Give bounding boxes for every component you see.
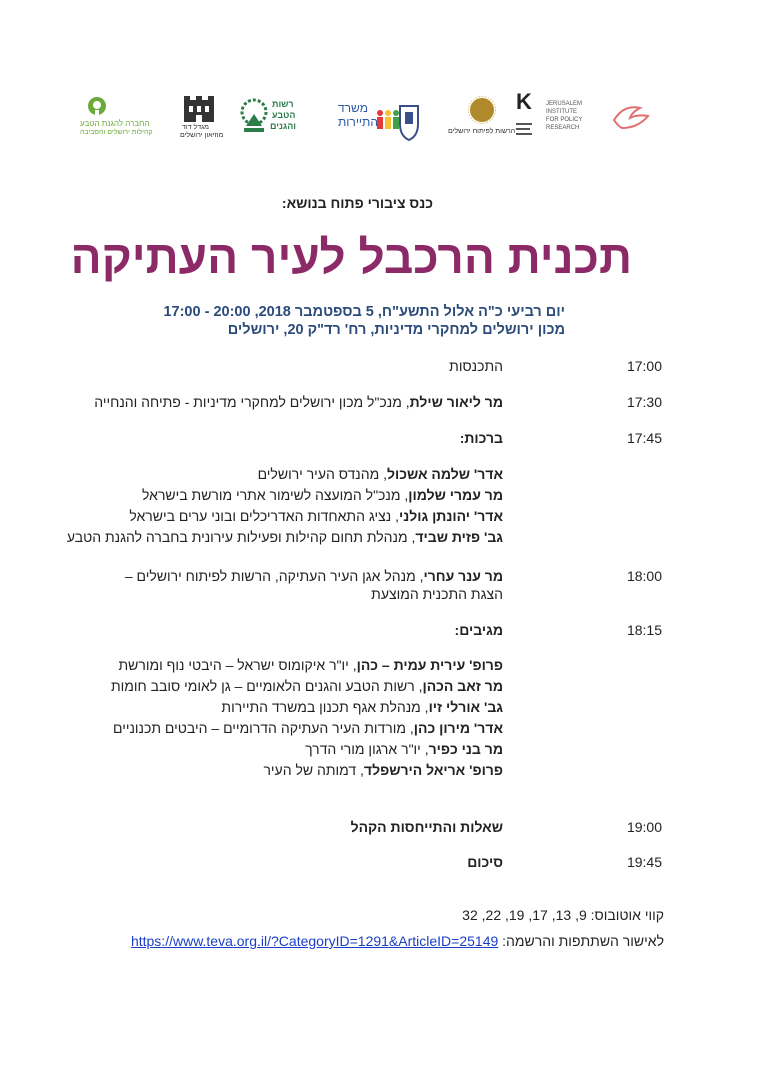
seal-icon	[462, 96, 502, 124]
speaker-name: אדר' שלמה אשכול	[386, 466, 503, 482]
greeting-item	[129, 506, 503, 526]
schedule-time: 17:30	[626, 394, 662, 410]
speaker-name: מר ענר עחרי	[423, 568, 503, 584]
schedule-item	[125, 566, 503, 586]
schedule-time: 17:00	[626, 358, 662, 374]
respondent-item	[113, 718, 503, 738]
speaker-role: , נציג התאחדות האדריכלים ובוני ערים בישראל	[129, 508, 399, 524]
registration	[131, 933, 664, 949]
jerusalem-emblem-logo	[398, 96, 422, 142]
nature-parks-logo: רשות הטבע והגנים	[240, 96, 306, 142]
speaker-name: פרופ' אריאל הירשפלד	[363, 762, 503, 778]
respondent-item	[263, 760, 503, 780]
tower-museum-logo: מגדל דוד מוזיאון ירושלים	[180, 96, 240, 142]
speaker-role: , מנכ"ל המועצה לשימור אתרי מורשת בישראל	[142, 487, 409, 503]
schedule-time: 18:00	[626, 568, 662, 584]
speaker-role: , מורדות העיר העתיקה הדרומיים – היבטים תכנוניים	[112, 720, 414, 736]
jipr-logo: JERUSALEM INSTITUTE FOR POLICY RESEARCH	[546, 96, 656, 142]
respondent-item	[221, 697, 503, 717]
schedule-time: 17:45	[626, 430, 662, 446]
speaker-role: , מנכ"ל מכון ירושלים למחקרי מדיניות - פתיחה והנחייה	[94, 394, 410, 410]
registration-label: לאישור השתתפות והרשמה:	[502, 933, 664, 949]
parks-emblem-icon	[240, 96, 268, 140]
bird-icon	[610, 98, 652, 138]
speaker-name: גב' פזית שביד	[415, 529, 503, 545]
greeting-item	[258, 464, 503, 484]
schedule-item-continuation: הצגת התכנית המוצעת	[371, 586, 503, 602]
speaker-name: מר בני כפיר	[428, 741, 503, 757]
schedule-time: 19:45	[626, 854, 662, 870]
greeting-item	[142, 485, 503, 505]
speaker-role: , יו"ר איקומוס ישראל – היבטי נוף ומורשת	[118, 657, 357, 673]
speaker-name: מר ליאור שילת	[409, 394, 503, 410]
bus-lines: קווי אוטובוס: 9, 13, 17, 19, 22, 32	[462, 907, 664, 923]
logo-strip	[80, 89, 680, 146]
speaker-name: מר זאב הכהן	[422, 678, 503, 694]
speaker-name: פרופ' עירית עמית – כהן	[356, 657, 503, 673]
speaker-name: מר עמרי שלמון	[408, 487, 503, 503]
k-caption-lines-icon	[514, 122, 536, 140]
speaker-name: גב' אורלי זיו	[428, 699, 503, 715]
schedule-item: התכנסות	[449, 358, 503, 374]
schedule-time: 18:15	[626, 622, 662, 638]
event-subtitle: כנס ציבורי פתוח בנושא:	[281, 195, 433, 211]
speaker-role: , מהנדס העיר ירושלים	[257, 466, 387, 482]
speaker-role: , מנהל אגן העיר העתיקה, הרשות לפיתוח ירושלים –	[124, 568, 424, 584]
speaker-role: , מנהלת אגף תכנון במשרד התיירות	[221, 699, 429, 715]
event-title: תכנית הרכבל לעיר העתיקה	[70, 231, 632, 283]
spni-logo: החברה להגנת הטבע קהילות ירושלים והסביבה	[80, 96, 142, 142]
respondent-item	[305, 739, 503, 759]
respondent-item	[118, 655, 503, 675]
schedule-time: 19:00	[626, 819, 662, 835]
respondent-item	[111, 676, 503, 696]
schedule-heading: ברכות:	[459, 430, 503, 446]
schedule-heading: מגיבים:	[454, 622, 503, 638]
event-date-time: יום רביעי כ"ה אלול התשע"ח, 5 בספטמבר 2018, 20:00 - 17:00	[163, 304, 565, 320]
tourism-ministry-logo: משרד התיירות	[338, 96, 410, 142]
speaker-role: , רשות הטבע והגנים הלאומיים – גן לאומי סובב חומות	[110, 678, 423, 694]
k-logo: K	[514, 96, 538, 142]
event-location: מכון ירושלים למחקרי מדיניות, רח' רד"ק 20, ירושלים	[227, 322, 565, 338]
jda-logo: הרשות לפיתוח ירושלים	[448, 96, 520, 142]
schedule-item	[94, 392, 503, 412]
speaker-name: אדר' יהונתן גולני	[398, 508, 503, 524]
registration-link[interactable]: https://www.teva.org.il/?CategoryID=1291&ArticleID=25149	[130, 933, 499, 949]
speaker-role: , מנהלת תחום קהילות ופעילות עירונית בחברה להגנת הטבע	[66, 529, 416, 545]
schedule-item: סיכום	[467, 854, 503, 870]
speaker-name: אדר' מירון כהן	[413, 720, 503, 736]
speaker-role: , דמותה של העיר	[263, 762, 364, 778]
tower-icon	[180, 96, 220, 122]
greeting-item	[67, 527, 503, 547]
schedule-item: שאלות והתייחסות הקהל	[350, 819, 503, 835]
speaker-role: , יו"ר ארגון מורי הדרך	[305, 741, 429, 757]
shield-icon	[398, 104, 420, 144]
